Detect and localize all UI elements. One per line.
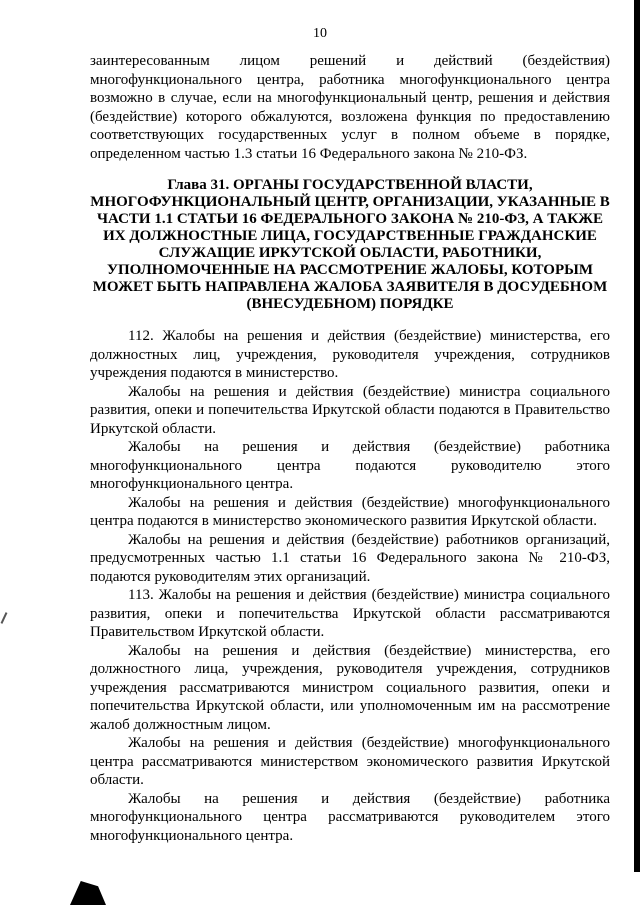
page-number: 10 xyxy=(313,26,327,41)
body-paragraph: Жалобы на решения и действия (бездействие) работника многофункционального центра подаются руководителю этого многофункционального центра. xyxy=(90,439,610,492)
body-paragraph: Жалобы на решения и действия (бездействие) многофункционального центра подаются в министерство экономического развития Иркутской области. xyxy=(90,494,610,529)
body-paragraph: Жалобы на решения и действия (бездействие) министерства, его должностного лица, учреждения, руководителя учреждения, сотрудников учреждения рассматриваются министром социального развития, опеки и попечительства Иркутской области, или уполномоченным им на рассмотрение жалоб должностным лицом. xyxy=(90,642,610,733)
body-paragraph: Жалобы на решения и действия (бездействие) многофункционального центра рассматриваются министерством экономического развития Иркутской области. xyxy=(90,735,610,788)
scan-artifact-right-bar xyxy=(634,0,640,872)
body-paragraph: Жалобы на решения и действия (бездействие) министра социального развития, опеки и попечительства Иркутской области подаются в Правительство Иркутской области. xyxy=(90,383,610,437)
body-paragraph: Жалобы на решения и действия (бездействие) работников организаций, предусмотренных частью 1.1 статьи 16 Федерального закона № 210-ФЗ, подаются руководителям этих организаций. xyxy=(90,531,610,585)
chapter-heading: Глава 31. ОРГАНЫ ГОСУДАРСТВЕННОЙ ВЛАСТИ, МНОГОФУНКЦИОНАЛЬНЫЙ ЦЕНТР, ОРГАНИЗАЦИИ, УКАЗАННЫЕ В ЧАСТИ 1.1 СТАТЬИ 16 ФЕДЕРАЛЬНОГО ЗАКОНА № 210-ФЗ, А ТАКЖЕ ИХ ДОЛЖНОСТНЫЕ ЛИЦА, ГОСУДАРСТВЕННЫЕ ГРАЖДАНСКИЕ СЛУЖАЩИЕ ИРКУТСКОЙ ОБЛАСТИ, РАБОТНИКИ, УПОЛНОМОЧЕННЫЕ НА РАССМОТРЕНИЕ ЖАЛОБЫ, КОТОРЫМ МОЖЕТ БЫТЬ НАПРАВЛЕНА ЖАЛОБА ЗАЯВИТЕЛЯ В ДОСУДЕБНОМ (ВНЕСУДЕБНОМ) ПОРЯДКЕ xyxy=(90,177,610,312)
text-column xyxy=(90,52,610,845)
scan-artifact-bottom-blot xyxy=(70,881,106,905)
intro-paragraph: заинтересованным лицом решений и действий (бездействия) многофункционального центра, работника многофункционального центра возможно в случае, если на многофункциональный центр, решения и действия (бездействие) которого обжалуются, возложена функция по предоставлению соответствующих государственных услуг в полном объеме в порядке, определенном частью 1.3 статьи 16 Федерального закона № 210-ФЗ. xyxy=(90,53,610,162)
body-paragraph: 112. Жалобы на решения и действия (бездействие) министерства, его должностных лиц, учреждения, руководителя учреждения, сотрудников учреждения подаются в министерство. xyxy=(90,328,610,381)
scan-artifact-left-tick xyxy=(1,612,8,624)
body-paragraph: Жалобы на решения и действия (бездействие) работника многофункционального центра рассматриваются руководителем этого многофункционального центра. xyxy=(90,790,610,844)
body-paragraph: 113. Жалобы на решения и действия (бездействие) министра социального развития, опеки и попечительства Иркутской области рассматриваются Правительством Иркутской области. xyxy=(90,587,610,640)
